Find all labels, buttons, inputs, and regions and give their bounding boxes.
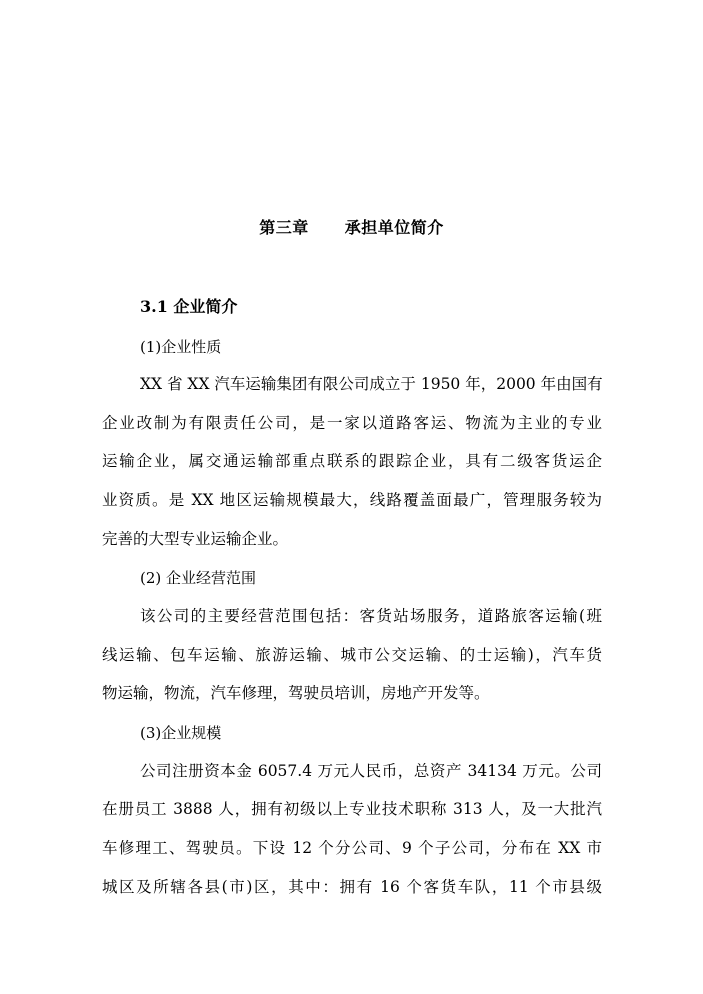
paragraph-line: 业资质。是 XX 地区运输规模最大，线路覆盖面最广，管理服务较为: [102, 491, 602, 509]
paragraph-line: XX 省 XX 汽车运输集团有限公司成立于 1950 年，2000 年由国有: [140, 375, 603, 393]
chapter-number: 第三章: [259, 218, 309, 237]
subheading-scale: (3)企业规模: [140, 724, 222, 742]
subheading-nature: (1)企业性质: [140, 338, 222, 356]
paragraph-line: 企业改制为有限责任公司，是一家以道路客运、物流为主业的专业: [102, 414, 602, 432]
chapter-title: [0, 215, 703, 238]
paragraph-line: 在册员工 3888 人，拥有初级以上专业技术职称 313 人，及一大批汽: [102, 800, 602, 818]
paragraph-line: 完善的大型专业运输企业。: [102, 530, 289, 548]
chapter-title-text: 承担单位简介: [344, 218, 444, 237]
paragraph-line: 运输企业，属交通运输部重点联系的跟踪企业，具有二级客货运企: [102, 452, 602, 470]
paragraph-line: 城区及所辖各县(市)区，其中：拥有 16 个客货车队，11 个市县级: [102, 878, 602, 896]
paragraph-line: 物运输，物流，汽车修理，驾驶员培训，房地产开发等。: [102, 684, 490, 702]
section-heading: 3.1 企业简介: [140, 297, 238, 316]
paragraph-line: 车修理工、驾驶员。下设 12 个分公司、9 个子公司，分布在 XX 市: [102, 839, 602, 857]
paragraph-line: 公司注册资本金 6057.4 万元人民币，总资产 34134 万元。公司: [140, 762, 602, 780]
subheading-business-scope: (2) 企业经营范围: [140, 569, 257, 587]
paragraph-line: 线运输、包车运输、旅游运输、城市公交运输、的士运输)，汽车货: [102, 646, 602, 664]
paragraph-line: 该公司的主要经营范围包括：客货站场服务，道路旅客运输(班: [140, 607, 602, 625]
